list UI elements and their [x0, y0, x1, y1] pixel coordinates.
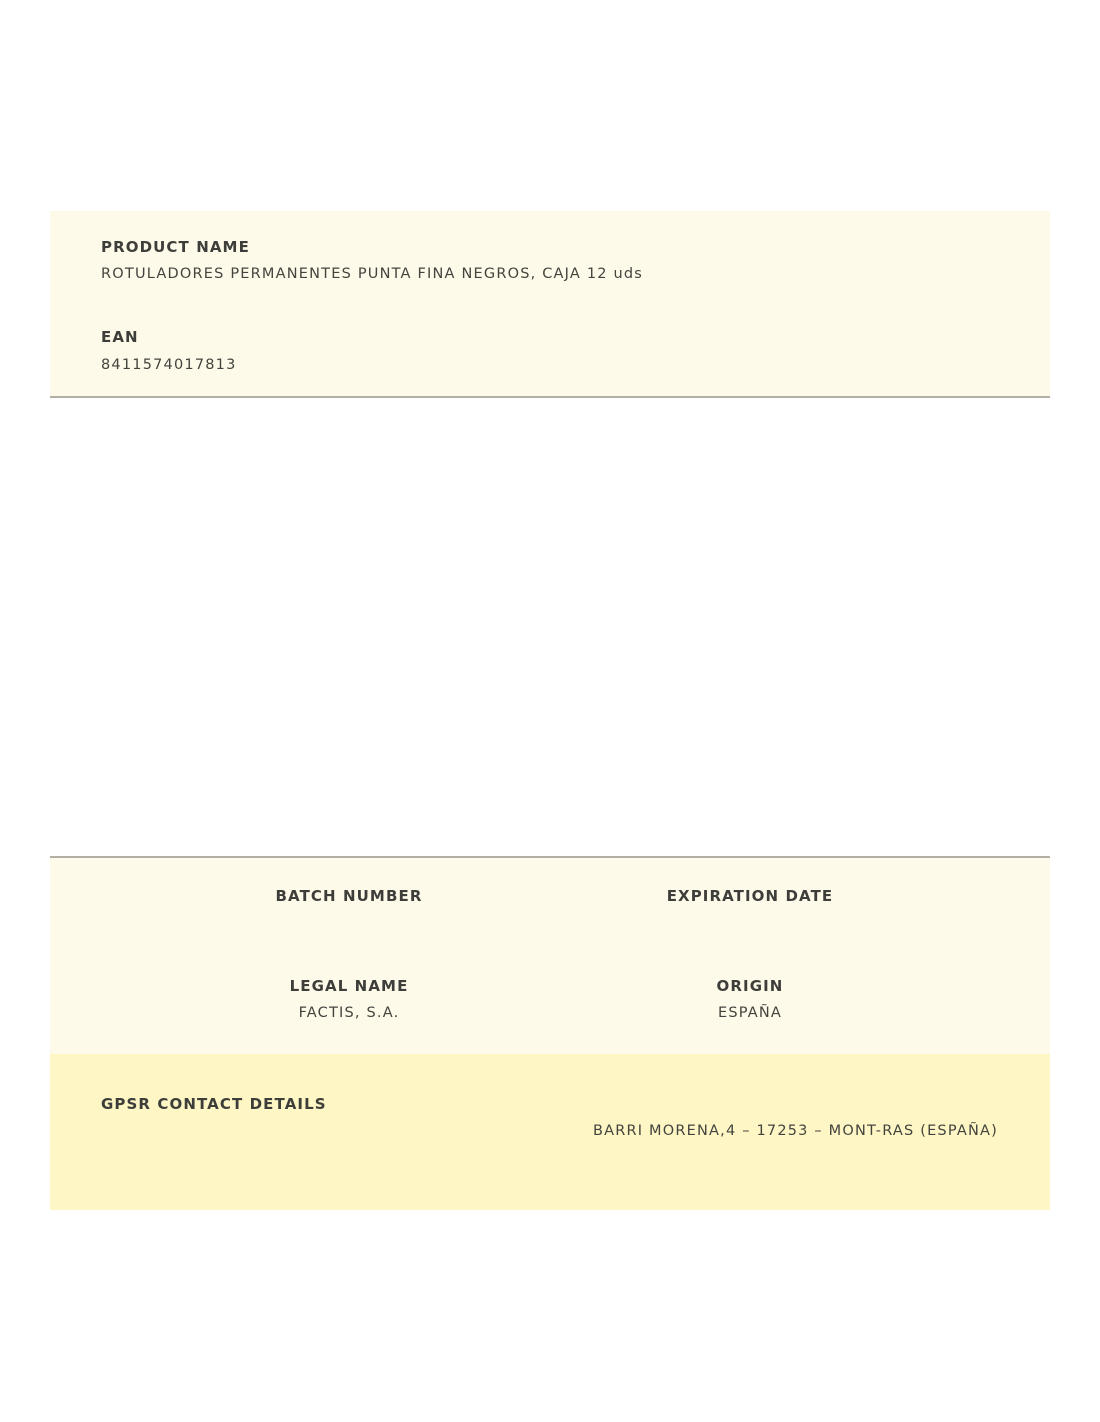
batch-number-label: BATCH NUMBER	[275, 887, 423, 905]
gpsr-contact-address: BARRI MORENA,4 – 17253 – MONT-RAS (ESPAÑA)	[592, 1123, 998, 1139]
legal-name-value: FACTIS, S.A.	[298, 1005, 400, 1021]
legal-name-label: LEGAL NAME	[289, 977, 409, 995]
product-name-label: PRODUCT NAME	[101, 238, 250, 256]
gpsr-contact-panel	[50, 1054, 1050, 1210]
batch-legal-info-panel	[50, 856, 1050, 1056]
gpsr-contact-label: GPSR CONTACT DETAILS	[101, 1095, 327, 1113]
origin-label: ORIGIN	[716, 977, 784, 995]
ean-value: 8411574017813	[101, 357, 237, 373]
origin-value: ESPAÑA	[717, 1005, 783, 1021]
expiration-date-label: EXPIRATION DATE	[666, 887, 834, 905]
ean-label: EAN	[101, 328, 139, 346]
product-info-panel	[50, 211, 1050, 398]
product-name-value: ROTULADORES PERMANENTES PUNTA FINA NEGROS, CAJA 12 uds	[101, 266, 644, 282]
